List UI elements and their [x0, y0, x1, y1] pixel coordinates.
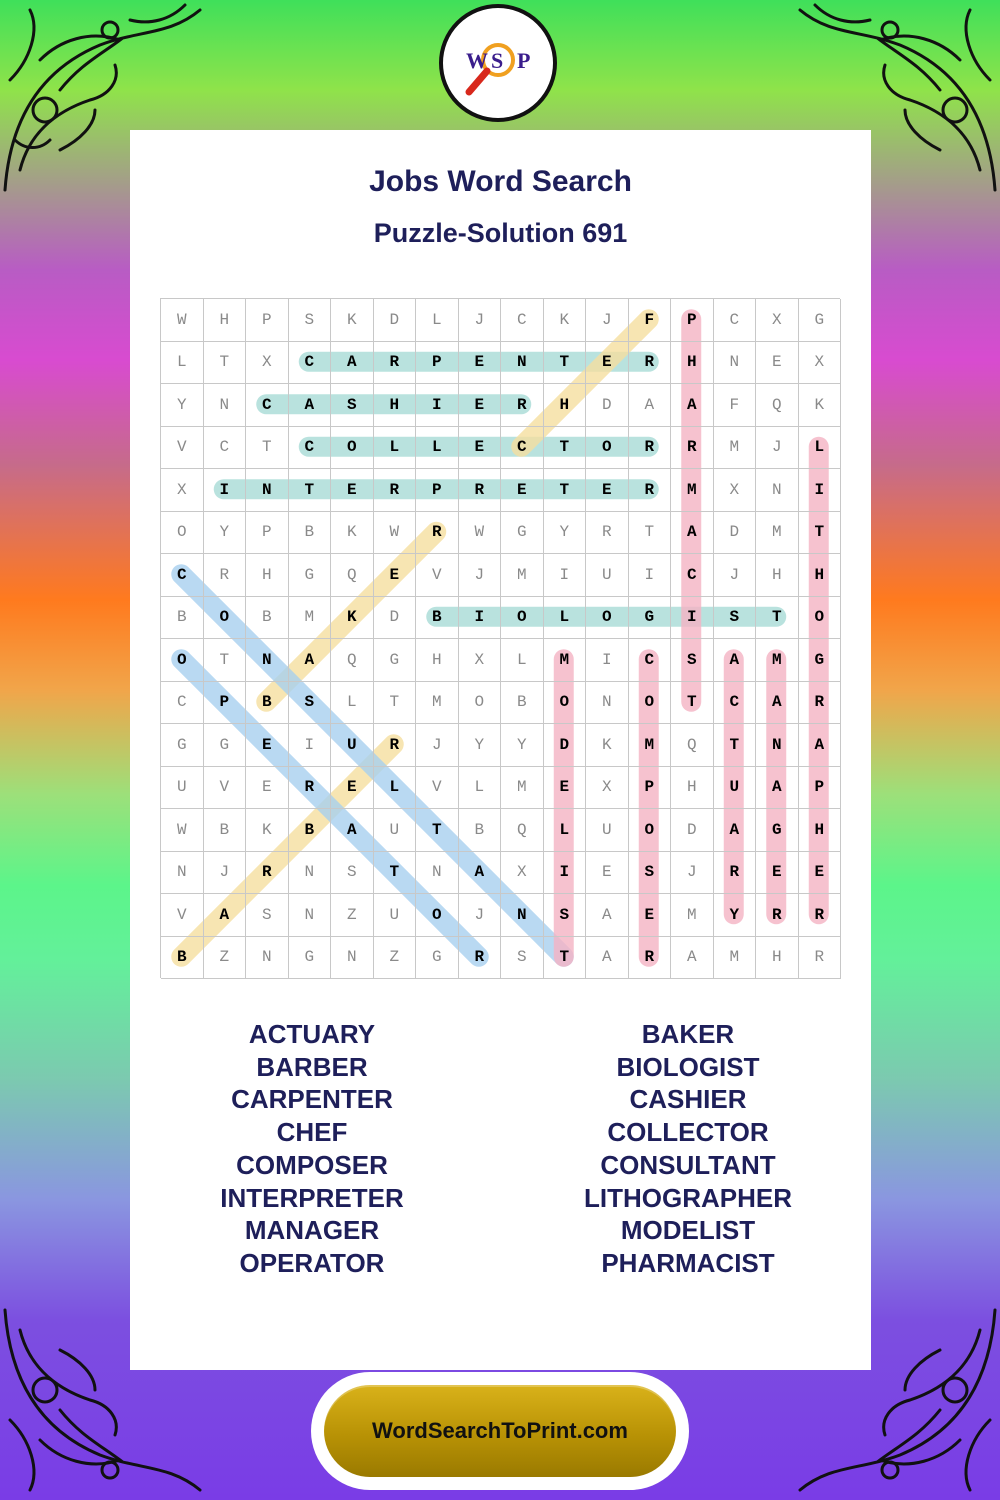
grid-cell: K	[544, 299, 587, 342]
grid-cell: S	[331, 852, 374, 895]
grid-cell: P	[204, 682, 247, 725]
grid-cell: D	[544, 724, 587, 767]
grid-cell: O	[161, 512, 204, 555]
grid-cell: G	[289, 937, 332, 980]
grid-cell: T	[246, 427, 289, 470]
grid-cell: E	[586, 469, 629, 512]
grid-cell: M	[714, 937, 757, 980]
word-list-item: COMPOSER	[236, 1149, 388, 1180]
grid-cell: C	[204, 427, 247, 470]
grid-cell: H	[246, 554, 289, 597]
grid-cell: H	[799, 809, 842, 852]
grid-cell: C	[714, 299, 757, 342]
grid-cell: L	[799, 427, 842, 470]
grid-cell: T	[544, 427, 587, 470]
grid-cell: M	[714, 427, 757, 470]
grid-cell: U	[161, 767, 204, 810]
grid-cell: O	[629, 682, 672, 725]
grid-cell: Z	[374, 937, 417, 980]
grid-cell: L	[501, 639, 544, 682]
grid-cell: I	[629, 554, 672, 597]
grid-cell: O	[204, 597, 247, 640]
grid-cell: I	[586, 639, 629, 682]
grid-cell: O	[331, 427, 374, 470]
grid-cell: C	[501, 299, 544, 342]
grid-cell: G	[799, 639, 842, 682]
grid-cell: W	[161, 809, 204, 852]
grid-cell: E	[756, 342, 799, 385]
grid-cell: L	[161, 342, 204, 385]
grid-cell: R	[799, 937, 842, 980]
grid-cell: C	[671, 554, 714, 597]
grid-cell: Y	[204, 512, 247, 555]
grid-cell: S	[714, 597, 757, 640]
grid-cell: H	[671, 342, 714, 385]
word-list-item: CARPENTER	[231, 1084, 393, 1115]
grid-cell: N	[246, 639, 289, 682]
word-list-item: CONSULTANT	[600, 1149, 776, 1180]
grid-cell: M	[416, 682, 459, 725]
grid-cell: E	[629, 894, 672, 937]
grid-cell: N	[501, 894, 544, 937]
word-search-grid	[160, 298, 840, 978]
grid-cell: B	[246, 682, 289, 725]
grid-cell: M	[289, 597, 332, 640]
grid-cell: Y	[714, 894, 757, 937]
grid-cell: H	[799, 554, 842, 597]
puzzle-subtitle: Puzzle-Solution 691	[373, 218, 628, 248]
grid-cell: I	[544, 852, 587, 895]
grid-cell: M	[629, 724, 672, 767]
grid-cell: O	[416, 894, 459, 937]
grid-cell: U	[374, 894, 417, 937]
grid-cell: E	[501, 469, 544, 512]
site-logo[interactable]	[439, 4, 557, 122]
grid-cell: C	[501, 427, 544, 470]
grid-cell: R	[289, 767, 332, 810]
grid-cell: I	[671, 597, 714, 640]
grid-cell: A	[459, 852, 502, 895]
grid-cell: Y	[459, 724, 502, 767]
grid-cell: A	[671, 384, 714, 427]
grid-cell: L	[416, 427, 459, 470]
grid-cell: R	[204, 554, 247, 597]
grid-cell: M	[756, 512, 799, 555]
grid-cell: K	[331, 512, 374, 555]
grid-cell: H	[374, 384, 417, 427]
grid-cell: U	[586, 554, 629, 597]
grid-cell: U	[586, 809, 629, 852]
grid-cell: H	[756, 937, 799, 980]
grid-cell: R	[374, 724, 417, 767]
grid-cell: X	[799, 342, 842, 385]
word-list-item: LITHOGRAPHER	[584, 1182, 792, 1213]
grid-cell: K	[586, 724, 629, 767]
grid-cell: Q	[331, 554, 374, 597]
grid-cell: P	[799, 767, 842, 810]
grid-cell: N	[416, 852, 459, 895]
grid-cell: R	[714, 852, 757, 895]
grid-cell: G	[161, 724, 204, 767]
grid-cell: T	[374, 852, 417, 895]
grid-cell: H	[544, 384, 587, 427]
grid-cell: V	[161, 894, 204, 937]
grid-cell: H	[416, 639, 459, 682]
grid-cell: H	[756, 554, 799, 597]
grid-cell: N	[756, 724, 799, 767]
grid-cell: G	[416, 937, 459, 980]
grid-cell: T	[544, 342, 587, 385]
grid-cell: R	[799, 894, 842, 937]
word-list-item: MODELIST	[620, 1215, 756, 1246]
grid-cell: N	[586, 682, 629, 725]
grid-cell: T	[799, 512, 842, 555]
grid-cell: E	[756, 852, 799, 895]
grid-cell: B	[459, 809, 502, 852]
grid-cell: G	[501, 512, 544, 555]
grid-cell: L	[544, 597, 587, 640]
grid-cell: R	[374, 469, 417, 512]
grid-cell: G	[204, 724, 247, 767]
grid-cell: Y	[544, 512, 587, 555]
grid-cell: R	[799, 682, 842, 725]
grid-cell: G	[629, 597, 672, 640]
word-list-item: OPERATOR	[239, 1247, 385, 1278]
grid-cell: P	[629, 767, 672, 810]
grid-cell: N	[246, 469, 289, 512]
grid-cell: O	[501, 597, 544, 640]
svg-text:P: P	[517, 48, 531, 73]
grid-cell: B	[246, 597, 289, 640]
grid-cell: I	[204, 469, 247, 512]
grid-cell: A	[756, 767, 799, 810]
grid-cell: E	[799, 852, 842, 895]
grid-cell: Q	[671, 724, 714, 767]
grid-cell: P	[671, 299, 714, 342]
grid-cell: N	[246, 937, 289, 980]
grid-cell: A	[671, 937, 714, 980]
grid-cell: V	[161, 427, 204, 470]
grid-cell: M	[501, 554, 544, 597]
grid-cell: M	[756, 639, 799, 682]
grid-cell: I	[459, 597, 502, 640]
grid-cell: Q	[756, 384, 799, 427]
grid-cell: S	[289, 299, 332, 342]
grid-cell: K	[331, 597, 374, 640]
grid-cell: B	[161, 597, 204, 640]
grid-cell: R	[586, 512, 629, 555]
grid-cell: V	[416, 767, 459, 810]
grid-cell: L	[374, 427, 417, 470]
svg-text:W: W	[466, 48, 488, 73]
grid-cell: I	[416, 384, 459, 427]
grid-cell: A	[331, 342, 374, 385]
grid-cell: J	[204, 852, 247, 895]
grid-cell: N	[204, 384, 247, 427]
grid-cell: D	[374, 299, 417, 342]
grid-cell: T	[671, 682, 714, 725]
grid-cell: E	[459, 384, 502, 427]
grid-cell: J	[714, 554, 757, 597]
grid-cell: P	[246, 512, 289, 555]
grid-cell: J	[586, 299, 629, 342]
grid-cell: I	[289, 724, 332, 767]
grid-cell: J	[756, 427, 799, 470]
grid-cell: O	[161, 639, 204, 682]
grid-cell: B	[289, 809, 332, 852]
word-list-item: ACTUARY	[248, 1019, 376, 1049]
grid-cell: X	[161, 469, 204, 512]
grid-cell: Z	[331, 894, 374, 937]
grid-cell: M	[671, 469, 714, 512]
grid-cell: G	[374, 639, 417, 682]
grid-cell: Q	[331, 639, 374, 682]
word-list-item: CASHIER	[629, 1084, 747, 1115]
grid-cell: M	[671, 894, 714, 937]
grid-cell: B	[501, 682, 544, 725]
grid-cell: Y	[501, 724, 544, 767]
grid-cell: R	[629, 469, 672, 512]
grid-cell: O	[459, 682, 502, 725]
grid-cell: L	[544, 809, 587, 852]
grid-cell: G	[289, 554, 332, 597]
grid-cell: X	[246, 342, 289, 385]
grid-cell: S	[544, 894, 587, 937]
grid-cell: C	[161, 682, 204, 725]
grid-cell: O	[586, 427, 629, 470]
grid-cell: J	[459, 299, 502, 342]
grid-cell: L	[416, 299, 459, 342]
grid-cell: C	[629, 639, 672, 682]
grid-cell: O	[629, 809, 672, 852]
grid-cell: S	[331, 384, 374, 427]
word-list-item: BARBER	[256, 1051, 368, 1082]
grid-cell: F	[714, 384, 757, 427]
grid-cell: Y	[161, 384, 204, 427]
grid-cell: E	[544, 767, 587, 810]
grid-cell: A	[586, 937, 629, 980]
grid-cell: A	[629, 384, 672, 427]
grid-cell: U	[714, 767, 757, 810]
grid-cell: A	[799, 724, 842, 767]
grid-cell: E	[459, 342, 502, 385]
grid-cell: J	[459, 894, 502, 937]
grid-cell: K	[799, 384, 842, 427]
grid-cell: D	[374, 597, 417, 640]
grid-cell: G	[756, 809, 799, 852]
word-list-item: MANAGER	[244, 1215, 380, 1246]
grid-cell: L	[331, 682, 374, 725]
grid-cell: R	[629, 427, 672, 470]
grid-cell: R	[459, 469, 502, 512]
grid-cell: D	[714, 512, 757, 555]
grid-cell: E	[459, 427, 502, 470]
grid-cell: R	[629, 937, 672, 980]
grid-cell: M	[544, 639, 587, 682]
grid-cell: R	[756, 894, 799, 937]
grid-cell: P	[416, 469, 459, 512]
grid-cell: E	[586, 342, 629, 385]
grid-cell: T	[714, 724, 757, 767]
website-link[interactable]: WordSearchToPrint.com	[324, 1385, 676, 1477]
grid-cell: E	[246, 724, 289, 767]
grid-cell: S	[501, 937, 544, 980]
grid-cell: X	[586, 767, 629, 810]
grid-cell: P	[246, 299, 289, 342]
grid-cell: O	[544, 682, 587, 725]
puzzle-title: Jobs Word Search	[369, 165, 632, 198]
grid-cell: W	[374, 512, 417, 555]
grid-cell: W	[459, 512, 502, 555]
grid-cell: T	[416, 809, 459, 852]
grid-cell: R	[374, 342, 417, 385]
grid-cell: P	[416, 342, 459, 385]
letter-cells	[160, 298, 840, 978]
grid-cell: X	[714, 469, 757, 512]
grid-cell: K	[331, 299, 374, 342]
word-list-item: BIOLOGIST	[616, 1051, 760, 1082]
grid-cell: A	[204, 894, 247, 937]
grid-cell: H	[671, 767, 714, 810]
word-list-item: INTERPRETER	[220, 1182, 404, 1213]
grid-cell: V	[416, 554, 459, 597]
grid-cell: X	[501, 852, 544, 895]
grid-cell: S	[671, 639, 714, 682]
grid-cell: D	[586, 384, 629, 427]
grid-cell: J	[459, 554, 502, 597]
grid-cell: I	[544, 554, 587, 597]
grid-cell: L	[374, 767, 417, 810]
word-list-item: PHARMACIST	[601, 1247, 775, 1278]
grid-cell: T	[204, 639, 247, 682]
grid-cell: A	[289, 384, 332, 427]
grid-cell: E	[586, 852, 629, 895]
grid-cell: Q	[501, 809, 544, 852]
grid-cell: A	[756, 682, 799, 725]
grid-cell: B	[204, 809, 247, 852]
grid-cell: C	[161, 554, 204, 597]
grid-cell: E	[374, 554, 417, 597]
grid-cell: N	[756, 469, 799, 512]
grid-cell: O	[799, 597, 842, 640]
grid-cell: U	[374, 809, 417, 852]
grid-cell: R	[629, 342, 672, 385]
grid-cell: T	[756, 597, 799, 640]
grid-cell: C	[714, 682, 757, 725]
grid-cell: A	[714, 639, 757, 682]
word-list-right	[538, 1018, 838, 1280]
grid-cell: T	[629, 512, 672, 555]
grid-cell: B	[416, 597, 459, 640]
grid-cell: N	[714, 342, 757, 385]
grid-cell: T	[374, 682, 417, 725]
word-list-item: BAKER	[641, 1019, 735, 1049]
grid-cell: R	[246, 852, 289, 895]
grid-cell: G	[799, 299, 842, 342]
grid-cell: E	[331, 469, 374, 512]
word-list-left	[162, 1018, 462, 1280]
grid-cell: Z	[204, 937, 247, 980]
grid-cell: B	[161, 937, 204, 980]
grid-cell: I	[799, 469, 842, 512]
grid-cell: C	[289, 342, 332, 385]
grid-cell: T	[544, 469, 587, 512]
grid-cell: S	[246, 894, 289, 937]
grid-cell: A	[586, 894, 629, 937]
grid-cell: C	[289, 427, 332, 470]
grid-cell: L	[459, 767, 502, 810]
grid-cell: F	[629, 299, 672, 342]
grid-cell: V	[204, 767, 247, 810]
grid-cell: S	[629, 852, 672, 895]
grid-cell: S	[289, 682, 332, 725]
word-list-item: CHEF	[276, 1117, 348, 1148]
grid-cell: A	[331, 809, 374, 852]
grid-cell: T	[204, 342, 247, 385]
grid-cell: N	[161, 852, 204, 895]
grid-cell: N	[289, 894, 332, 937]
grid-cell: D	[671, 809, 714, 852]
grid-cell: K	[246, 809, 289, 852]
grid-cell: R	[416, 512, 459, 555]
grid-cell: B	[289, 512, 332, 555]
grid-cell: A	[671, 512, 714, 555]
grid-cell: H	[204, 299, 247, 342]
grid-cell: J	[671, 852, 714, 895]
grid-cell: A	[714, 809, 757, 852]
grid-cell: T	[289, 469, 332, 512]
grid-cell: U	[331, 724, 374, 767]
word-list-item: COLLECTOR	[607, 1117, 769, 1148]
grid-cell: E	[246, 767, 289, 810]
grid-cell: N	[289, 852, 332, 895]
grid-cell: R	[459, 937, 502, 980]
grid-cell: O	[586, 597, 629, 640]
grid-cell: X	[756, 299, 799, 342]
grid-cell: M	[501, 767, 544, 810]
grid-cell: C	[246, 384, 289, 427]
grid-cell: T	[544, 937, 587, 980]
grid-cell: N	[331, 937, 374, 980]
grid-cell: R	[671, 427, 714, 470]
grid-cell: X	[459, 639, 502, 682]
grid-cell: R	[501, 384, 544, 427]
grid-cell: J	[416, 724, 459, 767]
grid-cell: W	[161, 299, 204, 342]
svg-text:S: S	[491, 48, 504, 73]
grid-cell: A	[289, 639, 332, 682]
grid-cell: N	[501, 342, 544, 385]
grid-cell: E	[331, 767, 374, 810]
